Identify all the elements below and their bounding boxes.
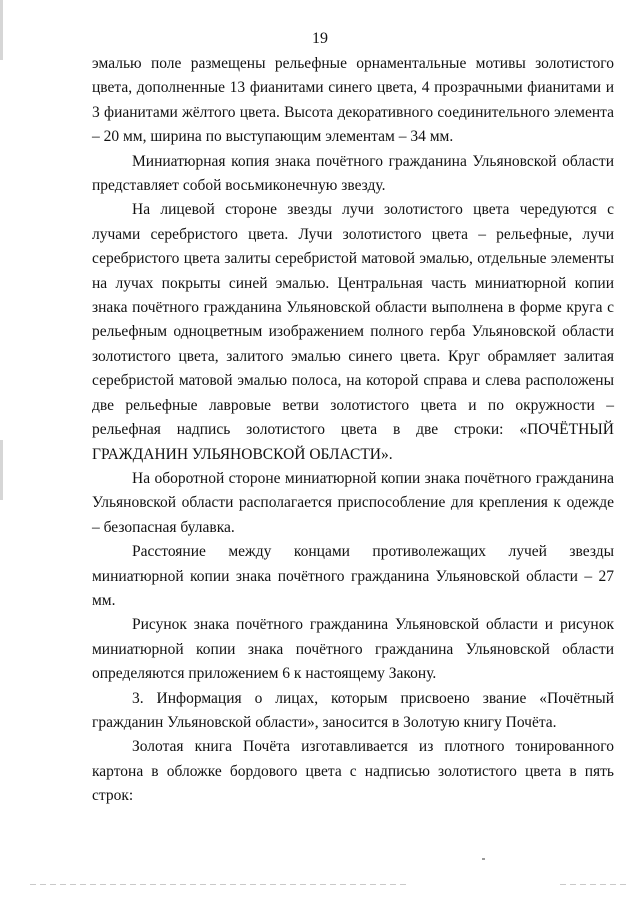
scan-artifact <box>482 858 485 860</box>
paragraph-6: Рисунок знака почётного гражданина Ульяновской области и рисунок миниатюрной копии знака почётного гражданина Ульяновской области определяются приложением 6 к настоящему Закону. <box>92 616 614 683</box>
paragraph-4: На оборотной стороне миниатюрной копии знака почётного гражданина Ульяновской области располагается приспособление для крепления к одежде – безопасная булавка. <box>92 469 614 536</box>
page-number: 19 <box>312 30 328 47</box>
document-body <box>92 52 614 809</box>
scan-edge-line <box>30 884 410 885</box>
paragraph-5: Расстояние между концами противолежащих лучей звезды миниатюрной копии знака почётного гражданина Ульяновской области – 27 мм. <box>92 543 614 609</box>
scan-edge-mark <box>0 440 3 500</box>
paragraph-1: эмалью поле размещены рельефные орнаментальные мотивы золотистого цвета, дополненные 13 фианитами синего цвета, 4 прозрачными фианитами и 3 фианитами жёлтого цвета. Высота декоративного соединительного элемента – 20 мм, ширина по выступающим элементам – 34 мм. <box>92 55 614 146</box>
scan-edge-line <box>560 884 630 885</box>
paragraph-2: Миниатюрная копия знака почётного гражданина Ульяновской области представляет собой восьмиконечную звезду. <box>92 152 614 195</box>
paragraph-8: Золотая книга Почёта изготавливается из плотного тонированного картона в обложке бордового цвета с надписью золотистого цвета в пять строк: <box>92 738 614 805</box>
paragraph-3: На лицевой стороне звезды лучи золотистого цвета чередуются с лучами серебристого цвета. Лучи золотистого цвета – рельефные, лучи серебристого цвета залиты серебристой матовой эмалью, отдельные элементы на лучах покрыты синей эмалью. Центральная часть миниатюрной копии знака почётного гражданина Ульяновской области выполнена в форме круга с рельефным одноцветным изображением полного герба Ульяновской области золотистого цвета, залитого эмалью синего цвета. Круг обрамляет залитая серебристой матовой эмалью полоса, на которой справа и слева расположены две рельефные лавровые ветви золотистого цвета и по окружности – рельефная надпись золотистого цвета в две строки: «ПОЧЁТНЫЙ ГРАЖДАНИН УЛЬЯНОВСКОЙ ОБЛАСТИ». <box>92 201 614 463</box>
paragraph-7: 3. Информация о лицах, которым присвоено звание «Почётный гражданин Ульяновской области», заносится в Золотую книгу Почёта. <box>92 689 614 731</box>
